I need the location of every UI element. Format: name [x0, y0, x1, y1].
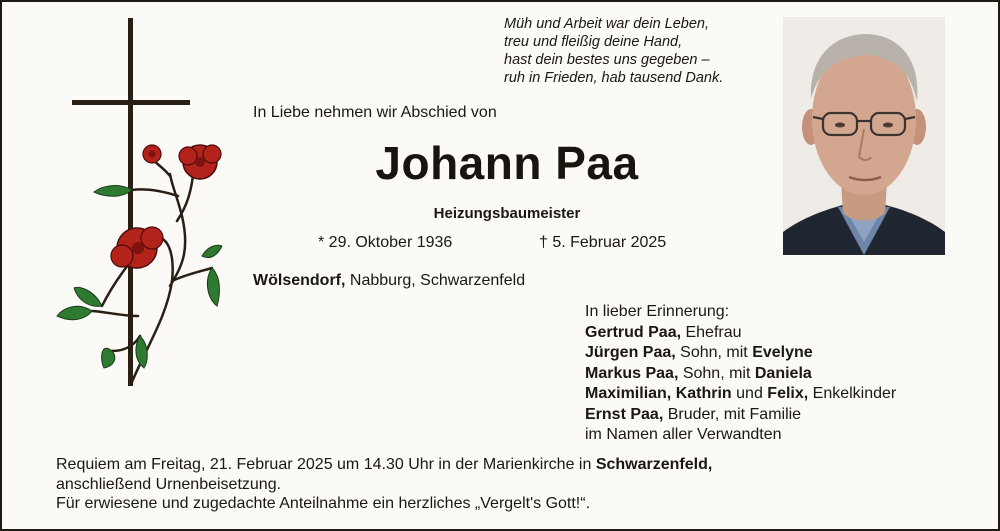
mourners-heading: In lieber Erinnerung: [585, 303, 730, 320]
mourner-name: Ernst Paa, [585, 405, 664, 423]
places [253, 272, 525, 290]
farewell-intro: In Liebe nehmen wir Abschied von [253, 104, 497, 121]
mourner-connector: und [731, 385, 768, 402]
birth-date: * 29. Oktober 1936 [318, 234, 453, 251]
portrait-photo [783, 17, 945, 255]
rose-top [179, 145, 221, 179]
rose-bud [143, 145, 161, 163]
requiem-line [56, 455, 712, 475]
mourner-name: Felix, [767, 385, 809, 402]
mourner-relation: Sohn, mit [675, 344, 753, 361]
poem-line: Müh und Arbeit war dein Leben, [504, 16, 710, 32]
portrait-photo-drawing [783, 17, 945, 255]
mourner-name: Jürgen Paa, [585, 344, 676, 361]
burial-line: anschließend Urnenbeisetzung. [56, 475, 282, 493]
requiem-place: Schwarzenfeld, [595, 456, 713, 473]
deceased-name: Johann Paa [375, 137, 639, 189]
poem-line: hast dein bestes uns gegeben – [504, 52, 710, 68]
cross-with-roses-icon [52, 16, 232, 396]
mourner-relation: Enkelkinder [808, 385, 897, 402]
mourners-list [585, 302, 896, 446]
mourners-closing: im Namen aller Verwandten [585, 426, 782, 443]
mourner-partner: Evelyne [752, 344, 813, 361]
cross-horizontal-beam [72, 100, 190, 105]
thanks-line: Für erwiesene und zugedachte Anteilnahme ein herzliches „Vergelt's Gott!“. [56, 495, 591, 512]
mourner-partner: Daniela [754, 364, 812, 382]
mourner-name: Markus Paa, [585, 364, 679, 382]
requiem-text: Requiem am Freitag, 21. Februar 2025 um 14.30 Uhr in der Marienkirche in [56, 456, 596, 473]
mourner-row [585, 323, 896, 344]
place-others: Nabburg, Schwarzenfeld [345, 272, 526, 289]
death-date: † 5. Februar 2025 [539, 234, 667, 251]
mourner-row [585, 343, 896, 364]
mourner-row [585, 405, 896, 426]
mourner-row [585, 384, 896, 405]
place-home: Wölsendorf, [253, 272, 346, 289]
rose-large [111, 227, 163, 268]
mourner-name: Gertrud Paa, [585, 323, 682, 341]
mourner-name: Maximilian, Kathrin [585, 385, 732, 402]
cross-vertical-beam [128, 18, 133, 386]
mourner-relation: Bruder, mit Familie [663, 405, 802, 423]
mourner-relation: Sohn, mit [678, 364, 755, 382]
mourner-row [585, 364, 896, 385]
deceased-profession: Heizungsbaumeister [433, 205, 581, 222]
mourner-relation: Ehefrau [681, 323, 742, 341]
service-info [56, 455, 712, 514]
poem [504, 15, 774, 87]
poem-line: ruh in Frieden, hab tausend Dank. [504, 70, 724, 86]
poem-line: treu und fleißig deine Hand, [504, 34, 683, 50]
